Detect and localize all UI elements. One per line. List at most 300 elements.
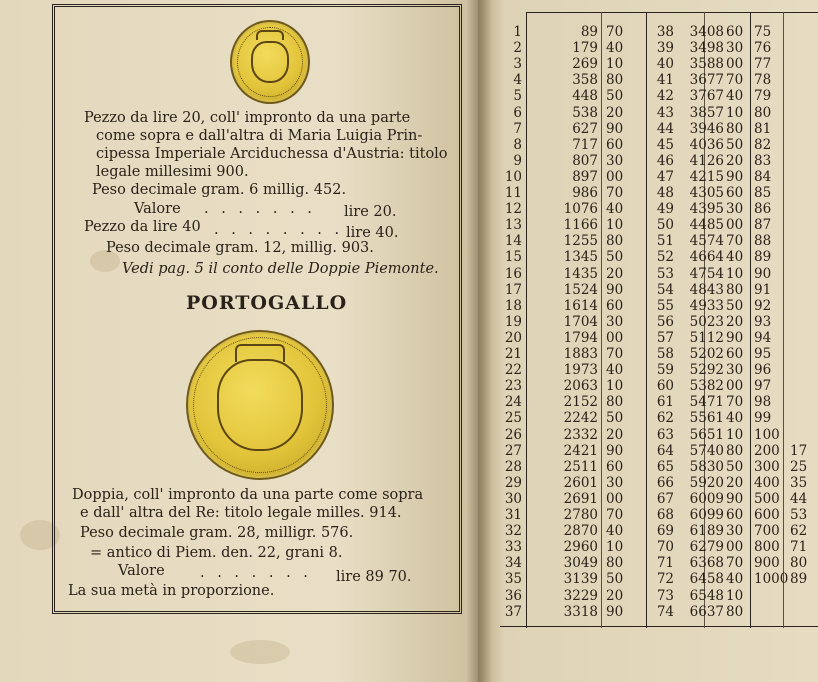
row-cents: 40 — [606, 523, 624, 540]
row-number: 34 — [504, 555, 522, 572]
entry2-value: lire 40. — [346, 225, 399, 241]
row-number: 14 — [504, 233, 522, 250]
row-number-3: 600 — [754, 507, 780, 523]
row-lire-3-fragment: 25 — [790, 458, 808, 475]
row-number-3: 93 — [754, 313, 772, 330]
row-cents-2: 80 — [726, 120, 744, 137]
row-cents: 60 — [606, 458, 624, 475]
entry3-leader-dots: . . . . . . . — [200, 565, 312, 581]
row-number-2: 74 — [656, 603, 674, 620]
row-number-3: 300 — [754, 458, 780, 475]
row-number-3: 900 — [754, 555, 780, 572]
row-cents-2: 40 — [726, 410, 744, 427]
row-cents: 80 — [606, 233, 624, 250]
row-number-3: 89 — [754, 249, 772, 266]
row-cents: 20 — [606, 265, 624, 282]
row-lire-2: 5023 — [689, 313, 724, 330]
row-number: 6 — [513, 104, 522, 121]
row-lire-2: 4395 — [689, 201, 724, 218]
row-lire-2: 5112 — [689, 329, 724, 346]
row-cents-2: 10 — [726, 104, 744, 121]
row-cents-2: 00 — [726, 378, 744, 395]
row-number: 35 — [504, 571, 522, 588]
row-number-3: 81 — [754, 120, 772, 137]
row-lire: 2601 — [563, 474, 598, 491]
row-lire-2: 3498 — [689, 40, 724, 57]
row-lire: 2691 — [563, 490, 598, 507]
row-number-2: 63 — [656, 426, 674, 443]
row-lire-2: 4574 — [689, 233, 724, 250]
row-number-2: 57 — [656, 329, 674, 346]
row-number-3: 83 — [754, 152, 772, 169]
row-cents-2: 30 — [726, 201, 744, 218]
row-number-3: 77 — [754, 56, 772, 73]
row-lire-2: 4215 — [689, 168, 724, 185]
row-cents-2: 90 — [726, 329, 744, 346]
row-lire: 89 — [580, 24, 598, 40]
row-cents: 40 — [606, 40, 624, 57]
row-cents: 70 — [606, 24, 624, 40]
row-number-2: 43 — [656, 104, 674, 121]
row-number-3: 82 — [754, 136, 772, 153]
row-cents: 20 — [606, 104, 624, 121]
row-cents-2: 00 — [726, 539, 744, 556]
row-cents-2: 20 — [726, 474, 744, 491]
row-number: 19 — [504, 313, 522, 330]
row-number-2: 61 — [656, 394, 674, 411]
row-number-2: 54 — [656, 281, 674, 298]
reference-note: Vedi pag. 5 il conto delle Doppie Piemonte. — [122, 261, 439, 277]
row-number-3: 94 — [754, 329, 772, 346]
entry1-weight: Peso decimale gram. 6 millig. 452. — [92, 182, 347, 198]
row-lire-2: 4754 — [689, 265, 724, 282]
row-lire: 897 — [572, 168, 598, 185]
row-number: 3 — [513, 56, 522, 73]
row-number: 15 — [504, 249, 522, 266]
row-lire-2: 5740 — [689, 442, 724, 459]
row-cents: 50 — [606, 249, 624, 266]
row-cents: 90 — [606, 442, 624, 459]
row-cents: 90 — [606, 281, 624, 298]
row-lire-2: 4664 — [689, 249, 724, 266]
entry2-leader-dots: . . . . . . . . — [214, 222, 344, 238]
portugal-doppia-coin-image — [186, 330, 334, 480]
row-cents-2: 60 — [726, 346, 744, 362]
entry1-line-4: legale millesimi 900. — [96, 164, 249, 180]
row-cents: 10 — [606, 378, 624, 395]
row-lire: 3049 — [563, 555, 598, 572]
row-cents-2: 30 — [726, 523, 744, 540]
row-lire-2: 4305 — [689, 185, 724, 201]
row-cents-2: 00 — [726, 217, 744, 234]
row-lire: 2242 — [563, 410, 598, 427]
row-cents-2: 70 — [726, 394, 744, 411]
row-number-2: 67 — [656, 490, 674, 507]
row-cents-2: 20 — [726, 313, 744, 330]
row-lire-2: 5292 — [689, 362, 724, 379]
row-lire-2: 6458 — [689, 571, 724, 588]
entry1-valore-label: Valore — [134, 201, 181, 217]
row-lire: 3139 — [563, 571, 598, 588]
entry1-leader-dots: . . . . . . . — [204, 201, 316, 217]
table-top-rule — [526, 12, 818, 13]
row-cents: 90 — [606, 120, 624, 137]
row-cents: 50 — [606, 88, 624, 105]
row-number-3: 80 — [754, 104, 772, 121]
row-cents-2: 70 — [726, 72, 744, 89]
row-lire: 986 — [572, 185, 598, 201]
row-cents-2: 80 — [726, 603, 744, 620]
row-lire: 717 — [572, 136, 598, 153]
table-bottom-rule — [500, 626, 818, 627]
row-number: 1 — [513, 24, 522, 40]
row-number: 26 — [504, 426, 522, 443]
row-lire-2: 4126 — [689, 152, 724, 169]
row-number-3: 92 — [754, 297, 772, 314]
row-number-3: 86 — [754, 201, 772, 218]
row-number-2: 46 — [656, 152, 674, 169]
row-cents: 80 — [606, 394, 624, 411]
row-number-3: 100 — [754, 426, 780, 443]
row-number-2: 49 — [656, 201, 674, 218]
row-cents: 00 — [606, 329, 624, 346]
row-cents-2: 60 — [726, 507, 744, 523]
row-lire-2: 3677 — [689, 72, 724, 89]
row-cents: 00 — [606, 490, 624, 507]
row-number-3: 79 — [754, 88, 772, 105]
row-number-2: 64 — [656, 442, 674, 459]
row-number-2: 59 — [656, 362, 674, 379]
row-number-2: 44 — [656, 120, 674, 137]
row-cents: 00 — [606, 168, 624, 185]
row-lire: 3318 — [563, 603, 598, 620]
section-title: PORTOGALLO — [186, 292, 348, 314]
row-number: 32 — [504, 523, 522, 540]
row-cents: 50 — [606, 571, 624, 588]
row-number: 36 — [504, 587, 522, 604]
row-number-2: 71 — [656, 555, 674, 572]
row-cents-2: 60 — [726, 24, 744, 40]
row-number-3: 800 — [754, 539, 780, 556]
row-cents: 80 — [606, 72, 624, 89]
row-lire-2: 5561 — [689, 410, 724, 427]
row-number: 11 — [504, 185, 522, 201]
row-number: 4 — [513, 72, 522, 89]
coat-of-arms-icon — [251, 41, 289, 83]
row-number: 9 — [513, 152, 522, 169]
row-number-3: 78 — [754, 72, 772, 89]
row-number-2: 69 — [656, 523, 674, 540]
entry3-antique-weight: = antico di Piem. den. 22, grani 8. — [90, 545, 343, 561]
row-cents-2: 50 — [726, 458, 744, 475]
row-number-3: 97 — [754, 378, 772, 395]
row-number-3: 88 — [754, 233, 772, 250]
row-number: 12 — [504, 201, 522, 218]
row-lire-3-fragment: 35 — [790, 474, 808, 491]
row-number-2: 58 — [656, 346, 674, 362]
row-number-3: 87 — [754, 217, 772, 234]
row-number: 18 — [504, 297, 522, 314]
table-column-rule — [526, 12, 527, 628]
row-number-2: 73 — [656, 587, 674, 604]
row-number: 16 — [504, 265, 522, 282]
row-cents: 10 — [606, 56, 624, 73]
row-number-3: 500 — [754, 490, 780, 507]
row-cents: 30 — [606, 152, 624, 169]
row-number-2: 45 — [656, 136, 674, 153]
paper-stain — [230, 640, 290, 664]
row-cents: 90 — [606, 603, 624, 620]
row-cents: 20 — [606, 426, 624, 443]
row-lire: 1524 — [563, 281, 598, 298]
row-lire-2: 3946 — [689, 120, 724, 137]
row-lire-2: 5920 — [689, 474, 724, 491]
row-number-2: 70 — [656, 539, 674, 556]
entry3-weight: Peso decimale gram. 28, milligr. 576. — [80, 525, 354, 541]
row-cents-2: 70 — [726, 555, 744, 572]
row-cents: 30 — [606, 474, 624, 491]
row-lire-2: 3408 — [689, 24, 724, 40]
row-number-3: 95 — [754, 346, 772, 362]
row-lire: 1345 — [563, 249, 598, 266]
row-number: 8 — [513, 136, 522, 153]
row-cents-2: 50 — [726, 136, 744, 153]
row-lire-3-fragment: 53 — [790, 507, 808, 523]
row-lire-2: 4843 — [689, 281, 724, 298]
row-lire: 1794 — [563, 329, 598, 346]
row-lire: 358 — [572, 72, 598, 89]
row-number: 25 — [504, 410, 522, 427]
row-number: 22 — [504, 362, 522, 379]
row-lire: 2960 — [563, 539, 598, 556]
row-cents: 30 — [606, 313, 624, 330]
row-number-2: 50 — [656, 217, 674, 234]
row-lire: 2063 — [563, 378, 598, 395]
row-number-3: 700 — [754, 523, 780, 540]
row-number: 17 — [504, 281, 522, 298]
row-lire-3-fragment: 80 — [790, 555, 808, 572]
row-number-3: 96 — [754, 362, 772, 379]
row-cents: 50 — [606, 410, 624, 427]
row-lire: 2780 — [563, 507, 598, 523]
entry1-line-2: come sopra e dall'altra di Maria Luigia Prin- — [96, 128, 423, 144]
crown-icon — [256, 30, 284, 40]
row-cents: 40 — [606, 362, 624, 379]
table-column-rule — [601, 12, 602, 628]
row-lire-2: 5471 — [689, 394, 724, 411]
entry3-last-line: La sua metà in proporzione. — [68, 583, 275, 599]
row-cents-2: 10 — [726, 587, 744, 604]
row-cents: 10 — [606, 217, 624, 234]
entry3-line-1: Doppia, coll' impronto da una parte come sopra — [72, 487, 424, 503]
row-number-2: 60 — [656, 378, 674, 395]
row-number: 31 — [504, 507, 522, 523]
row-lire-2: 6279 — [689, 539, 724, 556]
row-lire: 1435 — [563, 265, 598, 282]
row-number-2: 47 — [656, 168, 674, 185]
row-lire-2: 6099 — [689, 507, 724, 523]
row-cents: 10 — [606, 539, 624, 556]
row-lire: 1614 — [563, 297, 598, 314]
row-number-2: 55 — [656, 297, 674, 314]
row-number-3: 98 — [754, 394, 772, 411]
row-number-2: 51 — [656, 233, 674, 250]
row-lire-2: 6548 — [689, 587, 724, 604]
row-number: 21 — [504, 346, 522, 362]
row-number: 23 — [504, 378, 522, 395]
row-cents-2: 40 — [726, 571, 744, 588]
row-number-2: 66 — [656, 474, 674, 491]
row-lire-3-fragment: 89 — [790, 571, 808, 588]
entry2-weight: Peso decimale gram. 12, millig. 903. — [106, 240, 374, 256]
row-lire: 627 — [572, 120, 598, 137]
row-lire: 538 — [572, 104, 598, 121]
row-lire: 1704 — [563, 313, 598, 330]
row-lire-2: 5382 — [689, 378, 724, 395]
row-number: 20 — [504, 329, 522, 346]
row-number-3: 200 — [754, 442, 780, 459]
row-number-3: 75 — [754, 24, 772, 40]
row-cents: 70 — [606, 507, 624, 523]
row-cents-2: 60 — [726, 185, 744, 201]
row-cents: 60 — [606, 297, 624, 314]
row-lire: 1166 — [563, 217, 598, 234]
row-lire: 269 — [572, 56, 598, 73]
coat-of-arms-icon — [217, 359, 303, 451]
row-lire: 1255 — [563, 233, 598, 250]
entry3-value: lire 89 70. — [336, 569, 412, 585]
row-cents-2: 50 — [726, 297, 744, 314]
row-lire-3-fragment: 71 — [790, 539, 808, 556]
row-cents-2: 30 — [726, 362, 744, 379]
row-number-2: 48 — [656, 185, 674, 201]
row-number-2: 53 — [656, 265, 674, 282]
row-number-2: 68 — [656, 507, 674, 523]
row-lire: 2332 — [563, 426, 598, 443]
row-lire: 2421 — [563, 442, 598, 459]
row-cents-2: 10 — [726, 265, 744, 282]
row-lire: 1973 — [563, 362, 598, 379]
row-number: 7 — [513, 120, 522, 137]
row-number: 29 — [504, 474, 522, 491]
row-number-3: 99 — [754, 410, 772, 427]
row-lire-2: 4485 — [689, 217, 724, 234]
row-cents: 70 — [606, 346, 624, 362]
row-cents-2: 10 — [726, 426, 744, 443]
entry3-valore-label: Valore — [118, 563, 165, 579]
row-lire: 1883 — [563, 346, 598, 362]
row-lire-2: 3588 — [689, 56, 724, 73]
row-cents-2: 70 — [726, 233, 744, 250]
row-lire: 179 — [572, 40, 598, 57]
row-number-2: 39 — [656, 40, 674, 57]
row-lire: 1076 — [563, 201, 598, 218]
row-number-2: 62 — [656, 410, 674, 427]
row-lire-2: 3767 — [689, 88, 724, 105]
entry3-line-2: e dall' altra del Re: titolo legale milles. 914. — [80, 505, 402, 521]
row-lire-2: 6368 — [689, 555, 724, 572]
row-lire: 2511 — [563, 458, 598, 475]
row-number: 13 — [504, 217, 522, 234]
row-cents-2: 90 — [726, 490, 744, 507]
row-cents: 70 — [606, 185, 624, 201]
row-number: 30 — [504, 490, 522, 507]
row-lire-2: 3857 — [689, 104, 724, 121]
entry2-title: Pezzo da lire 40 — [84, 219, 201, 235]
row-number: 28 — [504, 458, 522, 475]
row-lire-2: 4933 — [689, 297, 724, 314]
row-lire-2: 5202 — [689, 346, 724, 362]
row-cents-2: 40 — [726, 249, 744, 266]
row-lire-2: 6189 — [689, 523, 724, 540]
row-lire-3-fragment: 62 — [790, 523, 808, 540]
row-cents: 20 — [606, 587, 624, 604]
row-lire-3-fragment: 44 — [790, 490, 808, 507]
row-cents-2: 30 — [726, 40, 744, 57]
row-cents: 80 — [606, 555, 624, 572]
book-gutter — [466, 0, 492, 682]
row-lire: 2152 — [563, 394, 598, 411]
row-lire-2: 6009 — [689, 490, 724, 507]
row-lire: 3229 — [563, 587, 598, 604]
row-number: 2 — [513, 40, 522, 57]
row-cents-2: 90 — [726, 168, 744, 185]
row-cents-2: 80 — [726, 442, 744, 459]
row-number-3: 84 — [754, 168, 772, 185]
row-number: 5 — [513, 88, 522, 105]
entry1-line-1: Pezzo da lire 20, coll' impronto da una parte — [84, 110, 411, 126]
row-cents-2: 80 — [726, 281, 744, 298]
row-lire-3-fragment: 17 — [790, 442, 808, 459]
row-number-2: 42 — [656, 88, 674, 105]
row-number-2: 52 — [656, 249, 674, 266]
row-number-3: 1000 — [754, 571, 789, 588]
entry1-line-3: cipessa Imperiale Arciduchessa d'Austria: titolo — [96, 146, 448, 162]
row-lire-2: 5651 — [689, 426, 724, 443]
entry1-value: lire 20. — [344, 204, 397, 220]
row-number-3: 400 — [754, 474, 780, 491]
row-lire-2: 5830 — [689, 458, 724, 475]
table-column-rule — [646, 12, 647, 628]
conversion-table — [500, 0, 818, 630]
row-number: 37 — [504, 603, 522, 620]
row-number: 33 — [504, 539, 522, 556]
row-cents: 40 — [606, 201, 624, 218]
row-number-2: 56 — [656, 313, 674, 330]
row-number-3: 85 — [754, 185, 772, 201]
row-lire: 807 — [572, 152, 598, 169]
row-cents-2: 20 — [726, 152, 744, 169]
row-number: 24 — [504, 394, 522, 411]
row-lire-2: 4036 — [689, 136, 724, 153]
row-number-3: 90 — [754, 265, 772, 282]
row-number-2: 72 — [656, 571, 674, 588]
maria-luigia-coin-image — [230, 20, 310, 104]
row-number-2: 40 — [656, 56, 674, 73]
row-cents-2: 40 — [726, 88, 744, 105]
row-lire: 448 — [572, 88, 598, 105]
row-cents-2: 00 — [726, 56, 744, 73]
row-cents: 60 — [606, 136, 624, 153]
row-number: 27 — [504, 442, 522, 459]
row-lire: 2870 — [563, 523, 598, 540]
row-number-3: 76 — [754, 40, 772, 57]
row-lire-2: 6637 — [689, 603, 724, 620]
row-number: 10 — [504, 168, 522, 185]
row-number-2: 38 — [656, 24, 674, 40]
row-number-3: 91 — [754, 281, 772, 298]
row-number-2: 65 — [656, 458, 674, 475]
